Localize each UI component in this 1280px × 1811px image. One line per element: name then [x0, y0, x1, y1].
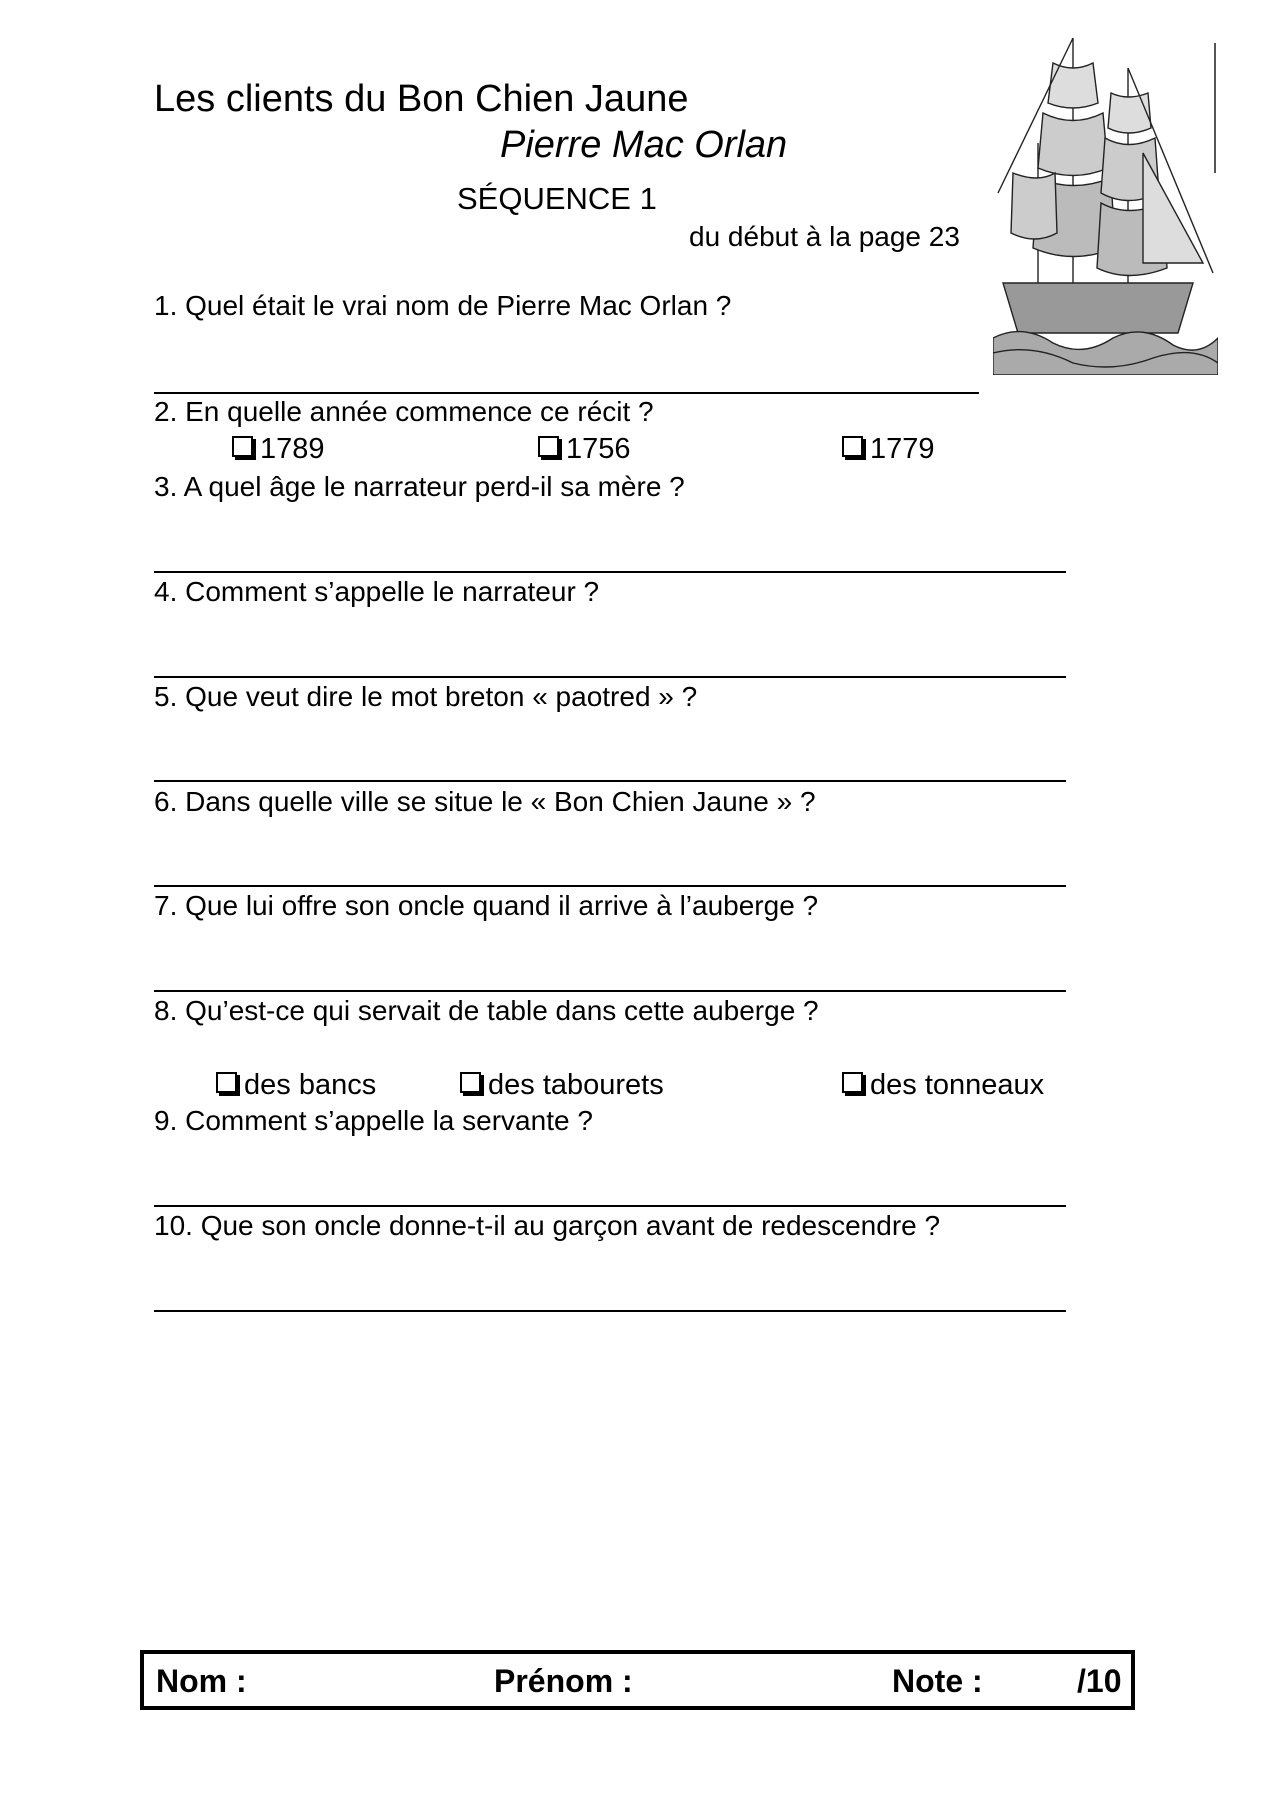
checkbox-icon — [460, 1072, 481, 1093]
answer-line-3[interactable] — [154, 571, 1066, 573]
checkbox-icon — [216, 1072, 237, 1093]
option-1779[interactable] — [842, 433, 935, 466]
score-total: /10 — [1077, 1663, 1122, 1699]
answer-line-1[interactable] — [154, 392, 979, 394]
question-9: 9. Comment s’appelle la servante ? — [154, 1105, 593, 1136]
student-info-box — [140, 1650, 1135, 1710]
option-label: 1779 — [870, 433, 935, 465]
option-des-tonneaux[interactable] — [842, 1069, 1044, 1102]
question-5: 5. Que veut dire le mot breton « paotred » ? — [154, 681, 698, 712]
prenom-label[interactable]: Prénom : — [494, 1663, 633, 1699]
checkbox-icon — [842, 1072, 863, 1093]
question-4: 4. Comment s’appelle le narrateur ? — [154, 576, 600, 607]
option-label: 1756 — [566, 433, 631, 465]
option-des-bancs[interactable] — [216, 1069, 376, 1102]
option-label: des bancs — [244, 1069, 377, 1101]
option-1756[interactable] — [538, 433, 631, 466]
sequence-label: SÉQUENCE 1 — [457, 181, 657, 216]
answer-line-9[interactable] — [154, 1205, 1066, 1207]
option-des-tabourets[interactable] — [460, 1069, 664, 1102]
page-title: Les clients du Bon Chien Jaune — [154, 78, 689, 120]
page-range: du début à la page 23 — [689, 221, 960, 252]
answer-line-10[interactable] — [154, 1310, 1066, 1312]
answer-line-4[interactable] — [154, 676, 1066, 678]
question-10: 10. Que son oncle donne-t-il au garçon avant de redescendre ? — [154, 1210, 941, 1241]
answer-line-5[interactable] — [154, 780, 1066, 782]
nom-label[interactable]: Nom : — [156, 1663, 247, 1699]
option-1789[interactable] — [232, 433, 325, 466]
answer-line-6[interactable] — [154, 885, 1066, 887]
question-7: 7. Que lui offre son oncle quand il arrive à l’auberge ? — [154, 890, 819, 921]
checkbox-icon — [232, 436, 253, 457]
question-3: 3. A quel âge le narrateur perd-il sa mère ? — [154, 471, 685, 502]
question-2: 2. En quelle année commence ce récit ? — [154, 396, 654, 427]
option-label: des tabourets — [488, 1069, 664, 1101]
checkbox-icon — [538, 436, 559, 457]
sailing-ship-icon — [993, 33, 1218, 375]
question-6: 6. Dans quelle ville se situe le « Bon Chien Jaune » ? — [154, 786, 816, 817]
option-label: 1789 — [260, 433, 325, 465]
checkbox-icon — [842, 436, 863, 457]
answer-line-7[interactable] — [154, 990, 1066, 992]
question-8: 8. Qu’est-ce qui servait de table dans cette auberge ? — [154, 995, 819, 1026]
question-1: 1. Quel était le vrai nom de Pierre Mac Orlan ? — [154, 290, 732, 321]
author-name: Pierre Mac Orlan — [500, 124, 788, 166]
option-label: des tonneaux — [870, 1069, 1045, 1101]
note-label[interactable]: Note : — [892, 1663, 983, 1699]
